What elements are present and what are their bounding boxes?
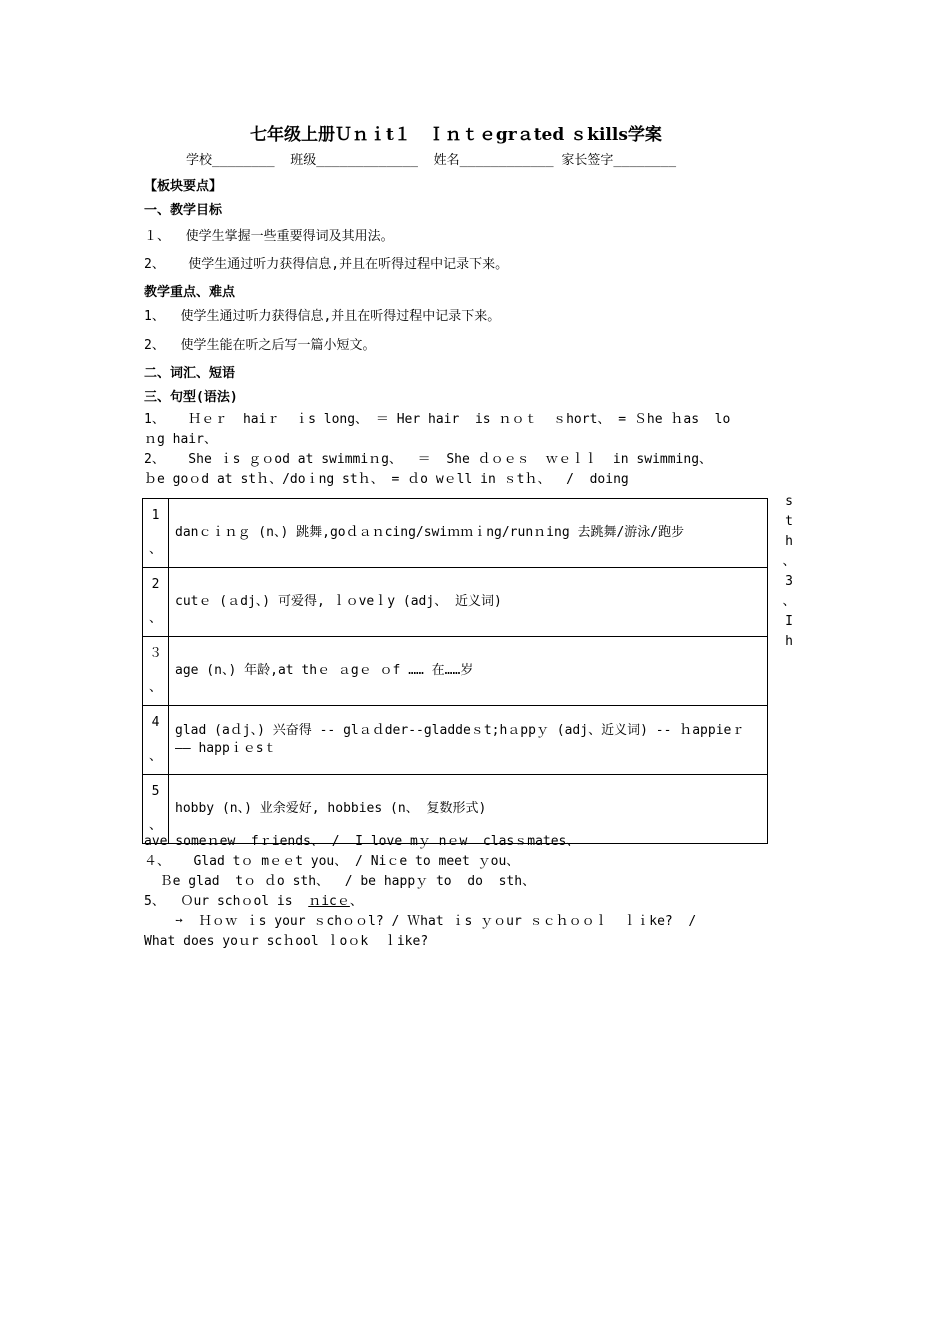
vertical-char: 、 (782, 554, 796, 569)
sentence-2-line-2: ｂe goｏd at stｈ、/doｉng stｈ、 = ｄo wｅll in ｓtｈ、 / doing (144, 472, 629, 487)
key-points-heading: 【板块要点】 (144, 179, 223, 194)
sentence-5-line-3: What does yoｕr scｈool ｌoｏk ｌike? (144, 934, 429, 949)
sentence-4-line-2: Ｂe glad tｏ ｄo sth、 / be happｙ to do sth、 (144, 874, 536, 889)
row-text: glad (aｄj、) 兴奋得 -- glａｄder--gladdeｓt;hａppｙ (adj、近义词) -- ｈappieｒ —— happｉｅsｔ (169, 706, 768, 775)
sentence-5-line-2: ➙ Ｈｏｗ ｉs your ｓchｏｏl? / Ｗhat ｉs ｙｏur ｓｃｈｏｏｌ ｌｉke? / (144, 914, 697, 929)
objective-2: 2、 使学生通过听力获得信息,并且在听得过程中记录下来。 (144, 257, 509, 272)
row-text: hobby (n、) 业余爱好, hobbies (n、 复数形式) (169, 775, 768, 844)
table-row (143, 499, 768, 568)
vertical-char: h (785, 534, 793, 549)
sentence-5-prefix: 5、 Ｏur schｏol is (144, 894, 309, 909)
sentence-1-line-1: 1、 Ｈｅｒ haiｒ ｉs long、 ＝ Her hair is ｎｏｔ ｓhort、 = Ｓhe ｈas lo (144, 412, 731, 427)
table-row (143, 637, 768, 706)
row-text: age (n、) 年龄,at thｅ ａgｅ ｏf …… 在……岁 (169, 637, 768, 706)
table-row (143, 568, 768, 637)
vertical-overflow-text (782, 492, 796, 652)
sentence-5-underlined: ｎicｅ (308, 894, 350, 909)
sentence-1-line-2: ｎg hair、 (144, 432, 217, 447)
sentence-4-line-1: ４、 Glad tｏ mｅｅt you、 / Niｃe to meet ｙou、 (144, 854, 520, 869)
row-number: 4 、 (143, 706, 169, 775)
row-number: ３ 、 (143, 637, 169, 706)
vertical-char: h (785, 634, 793, 649)
vertical-char: 、 (782, 594, 796, 609)
vertical-char: 3 (785, 574, 793, 589)
focus-2: 2、 使学生能在听之后写一篇小短文。 (144, 338, 376, 353)
row-text: danｃｉｎｇ (n、) 跳舞,goｄａｎcing/swiｍｍｉng/runｎing 去跳舞/游泳/跑步 (169, 499, 768, 568)
grammar-heading: 三、句型(语法) (144, 390, 238, 405)
sentence-2-line-1: 2、 She ｉs ｇｏod at swimmiｎg、 ＝ She ｄｏｅｓ ｗｅｌｌ in swimming、 (144, 452, 713, 467)
focus-1: 1、 使学生通过听力获得信息,并且在听得过程中记录下来。 (144, 309, 501, 324)
table-row (143, 706, 768, 775)
focus-heading: 教学重点、难点 (144, 285, 236, 300)
info-line: 学校________ 班级_____________ 姓名____________ 家长签字________ (186, 153, 677, 168)
sentence-3-tail: ave someｎew fｒiends、 / I love mｙ nｅw clasｓmates、 (144, 834, 580, 849)
vocab-heading: 二、词汇、短语 (144, 366, 236, 381)
row-number: 2 、 (143, 568, 169, 637)
vertical-char: s (785, 494, 793, 509)
page-title: 七年级上册Ｕｎｉt１ Ｉｎｔｅgrａted ｓkills学案 (250, 125, 662, 145)
row-text: cutｅ (ａdj、) 可爱得, ｌｏveｌy (adj、 近义词) (169, 568, 768, 637)
objectives-heading: 一、教学目标 (144, 203, 223, 218)
vertical-char: I (785, 614, 793, 629)
sentence-5-line-1 (144, 893, 363, 911)
vertical-char: t (785, 514, 793, 529)
sentence-5-suffix: 、 (349, 894, 363, 909)
row-number: 5 、 (143, 775, 169, 844)
row-number: 1 、 (143, 499, 169, 568)
vocab-table (142, 498, 768, 844)
objective-1: １、 使学生掌握一些重要得词及其用法。 (144, 229, 394, 244)
